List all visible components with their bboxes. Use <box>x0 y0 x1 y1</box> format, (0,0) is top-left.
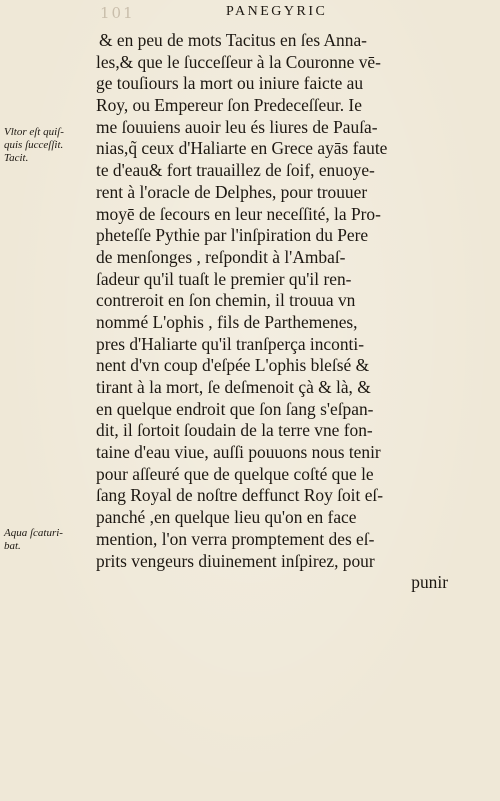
body-text <box>96 30 456 594</box>
margin-note-vltor <box>4 126 94 165</box>
text-line: dit, il ſortoit ſoudain de la terre vne fon- <box>96 420 373 441</box>
text-line: panché ,en quelque lieu qu'on en face <box>96 507 357 528</box>
text-line: pour aſſeuré que de quelque coſté que le <box>96 463 374 484</box>
text-line: me ſouuiens auoir leu és liures de Pauſa- <box>96 116 378 137</box>
text-line: nommé L'ophis , fils de Parthemenes, <box>96 311 358 332</box>
page-number: 101 <box>100 4 135 22</box>
text-line: rent à l'oracle de Delphes, pour trouuer <box>96 181 368 202</box>
text-line: & en peu de mots Tacitus en ſes Anna- <box>99 30 367 50</box>
text-line: nias,q̃ ceux d'Haliarte en Grece ayās faute <box>96 138 388 159</box>
text-line: en quelque endroit que ſon ſang s'eſpan- <box>96 398 374 419</box>
margin-note-aqua <box>4 527 94 553</box>
running-head: PANEGYRIC <box>226 4 328 19</box>
margin-note-line: Tacit. <box>4 152 29 164</box>
text-line: prits vengeurs diuinement inſpirez, pour <box>96 550 375 571</box>
text-line: nent d'vn coup d'eſpée L'ophis bleſsé & <box>96 355 370 376</box>
text-line: mention, l'on verra promptement des eſ- <box>96 528 375 549</box>
margin-note-line: Aqua ſcaturi- <box>4 527 63 539</box>
catchword: punir <box>411 572 448 593</box>
text-line: pheteſſe Pythie par l'inſpiration du Pere <box>96 225 369 246</box>
text-line: ſang Royal de noſtre deffunct Roy ſoit eſ- <box>96 485 384 506</box>
text-line: te d'eau& fort trauaillez de ſoif, enuoye- <box>96 160 375 181</box>
margin-note-line: Vltor eſt quiſ- <box>4 126 64 138</box>
text-line: ſadeur qu'il tuaſt le premier qu'il ren- <box>96 268 352 289</box>
margin-note-line: bat. <box>4 540 21 552</box>
text-line: de menſonges , reſpondit à l'Ambaſ- <box>96 246 346 267</box>
text-line: ge touſiours la mort ou iniure faicte au <box>96 73 364 94</box>
text-line: Roy, ou Empereur ſon Predeceſſeur. Ie <box>96 95 362 116</box>
text-line: taine d'eau viue, auſſi pouuons nous tenir <box>96 442 381 463</box>
text-line: contreroit en ſon chemin, il trouua vn <box>96 290 356 311</box>
margin-note-line: quis ſucceſſit. <box>4 139 64 151</box>
text-line: tirant à la mort, ſe deſmenoit çà & là, & <box>96 377 371 397</box>
text-line: pres d'Haliarte qu'il tranſperça inconti- <box>96 333 364 354</box>
text-line: moyē de ſecours en leur neceſſité, la Pro- <box>96 203 381 224</box>
text-line: les,& que le ſucceſſeur à la Couronne vē- <box>96 51 381 72</box>
